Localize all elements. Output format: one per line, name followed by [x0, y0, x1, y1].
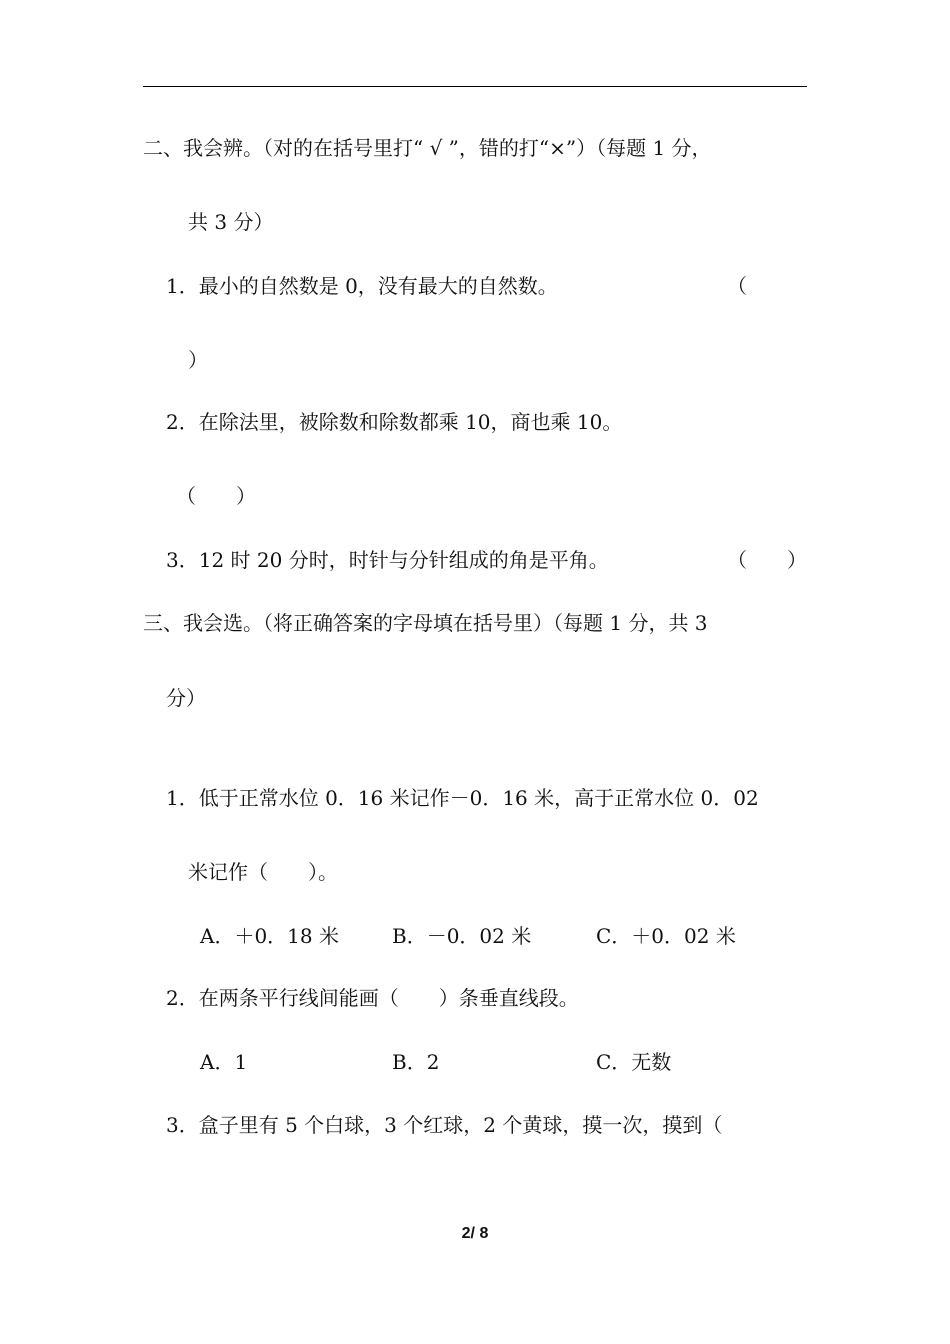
section2-heading: 二、我会辨。（对的在括号里打“ √ ”，错的打“×”）（每题 1 分，	[143, 136, 712, 160]
s2-q2-answer-paren[interactable]: （ ）	[176, 484, 256, 508]
s3-question-1: 1．低于正常水位 0．16 米记作－0．16 米，高于正常水位 0．02	[166, 786, 759, 810]
s3-question-1-cont: 米记作（ ）。	[188, 860, 338, 884]
s3-question-2: 2．在两条平行线间能画（ ）条垂直线段。	[166, 986, 579, 1010]
s2-question-3: 3．12 时 20 分时，时针与分针组成的角是平角。	[166, 548, 609, 572]
section3-heading-cont: 分）	[166, 686, 206, 710]
s3-q2-option-b[interactable]: B．2	[392, 1050, 440, 1074]
s3-q2-option-c[interactable]: C．无数	[596, 1050, 672, 1074]
s2-q1-paren-open: （	[727, 274, 747, 298]
page-number: 2/ 8	[461, 1225, 489, 1242]
header-rule	[143, 86, 807, 87]
s3-q1-option-c[interactable]: C．＋0．02 米	[596, 924, 736, 948]
s3-q1-option-b[interactable]: B．－0．02 米	[392, 924, 532, 948]
s3-q2-option-a[interactable]: A．1	[200, 1050, 248, 1074]
s2-question-2: 2．在除法里，被除数和除数都乘 10，商也乘 10。	[166, 410, 623, 434]
s2-q1-paren-close: ）	[188, 348, 208, 372]
s2-q3-answer-paren[interactable]: （ ）	[727, 548, 807, 572]
s2-question-1: 1．最小的自然数是 0，没有最大的自然数。	[166, 274, 558, 298]
section2-heading-cont: 共 3 分）	[188, 210, 274, 234]
s3-question-3: 3．盒子里有 5 个白球，3 个红球，2 个黄球，摸一次，摸到（	[166, 1113, 723, 1137]
section3-heading: 三、我会选。（将正确答案的字母填在括号里）（每题 1 分，共 3	[143, 611, 708, 635]
s3-q1-option-a[interactable]: A．＋0．18 米	[200, 924, 339, 948]
